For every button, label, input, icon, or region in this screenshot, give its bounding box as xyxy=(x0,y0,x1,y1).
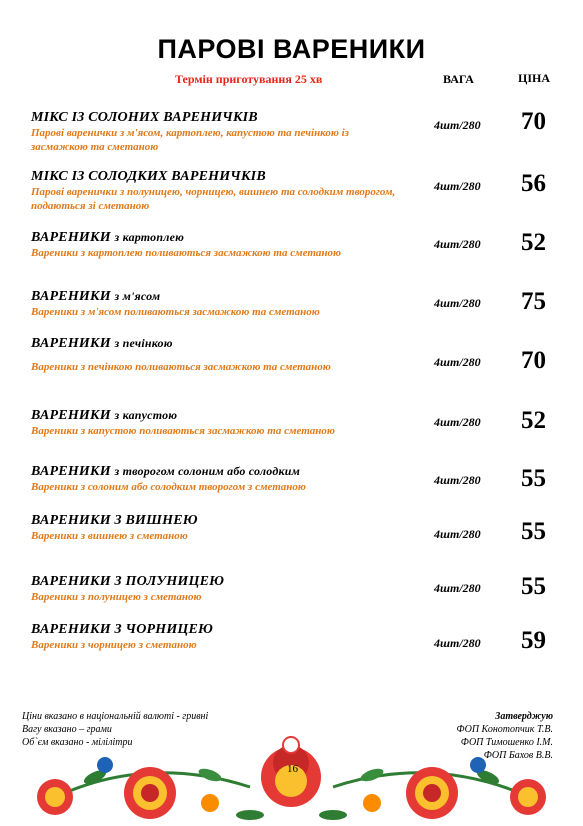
item-description: Парові варенички з полуницею, чорницею, вишнею та солодким творогом, подаються зі сметаною xyxy=(31,186,396,212)
menu-item xyxy=(31,229,571,260)
item-weight: 4шт/280 xyxy=(434,527,481,541)
item-weight: 4шт/280 xyxy=(434,179,481,193)
item-price: 70 xyxy=(521,347,546,374)
item-description: Вареники з м'ясом поливаються засмажкою та сметаною xyxy=(31,306,320,318)
item-price: 52 xyxy=(521,407,546,434)
item-description: Вареники з чорницею з сметаною xyxy=(31,639,197,651)
item-weight: 4шт/280 xyxy=(434,415,481,429)
page-title: ПАРОВІ ВАРЕНИКИ xyxy=(157,34,426,64)
item-weight: 4шт/280 xyxy=(434,636,481,650)
menu-item xyxy=(31,407,571,438)
approver: ФОП Тимошенко І.М. xyxy=(460,737,553,748)
item-name: ВАРЕНИКИ з печінкою xyxy=(31,336,173,351)
item-description: Вареники з капустою поливаються засмажкою та сметаною xyxy=(31,425,335,437)
item-name: ВАРЕНИКИ з творогом солоним або солодким xyxy=(31,464,301,479)
item-name: ВАРЕНИКИ з м'ясом xyxy=(31,289,161,304)
approver: ФОП Бахов В.В. xyxy=(483,750,553,761)
item-weight: 4шт/280 xyxy=(434,473,481,487)
item-price: 75 xyxy=(521,288,546,315)
item-weight: 4шт/280 xyxy=(434,355,481,369)
page-number: 16 xyxy=(287,763,298,775)
weight-note: Вагу вказано – грами xyxy=(22,724,112,735)
currency-note: Ціни вказано в національній валюті - гривні xyxy=(22,711,209,722)
item-price: 56 xyxy=(521,170,546,197)
item-description: Вареники з печінкою поливаються засмажкою та сметаною xyxy=(31,361,331,373)
item-description: Вареники з солоним або солодким творогом з сметаною xyxy=(31,481,306,493)
item-name: ВАРЕНИКИ З ПОЛУНИЦЕЮ xyxy=(31,574,225,589)
item-name: МІКС ІЗ СОЛОНИХ ВАРЕНИЧКІВ xyxy=(31,110,258,125)
footer-notes xyxy=(22,710,208,749)
item-price: 55 xyxy=(521,573,546,600)
item-price: 59 xyxy=(521,627,546,654)
item-name: МІКС ІЗ СОЛОДКИХ ВАРЕНИЧКІВ xyxy=(31,169,266,184)
item-name: ВАРЕНИКИ з картоплею xyxy=(31,230,185,245)
item-weight: 4шт/280 xyxy=(434,581,481,595)
menu-item xyxy=(31,335,571,374)
menu-item xyxy=(31,110,571,154)
item-price: 55 xyxy=(521,518,546,545)
menu-item xyxy=(31,574,571,604)
item-price: 70 xyxy=(521,108,546,135)
approval-block xyxy=(456,710,553,762)
item-weight: 4шт/280 xyxy=(434,296,481,310)
item-description: Парові варенички з м'ясом, картоплею, капустою та печінкою із засмажкою та сметаною xyxy=(31,127,349,153)
volume-note: Об`єм вказано - мілілітри xyxy=(22,737,133,748)
price-column-header: ЦІНА xyxy=(518,71,551,85)
item-price: 55 xyxy=(521,465,546,492)
item-description: Вареники з вишнею з сметаною xyxy=(31,530,188,542)
item-price: 52 xyxy=(521,229,546,256)
item-description: Вареники з полуницею з сметаною xyxy=(31,591,202,603)
item-name: ВАРЕНИКИ з капустою xyxy=(31,408,178,423)
weight-column-header: ВАГА xyxy=(443,72,474,86)
approver: ФОП Конотопчик Т.В. xyxy=(456,724,553,735)
item-weight: 4шт/280 xyxy=(434,118,481,132)
menu-item xyxy=(31,513,571,543)
prep-time: Термін приготування 25 хв xyxy=(175,72,323,86)
item-description: Вареники з картоплею поливаються засмажкою та сметаною xyxy=(31,247,342,259)
menu-item xyxy=(31,169,571,213)
item-weight: 4шт/280 xyxy=(434,237,481,251)
approval-heading: Затверджую xyxy=(495,711,553,722)
menu-item xyxy=(31,463,571,494)
menu-item xyxy=(31,622,571,652)
item-name: ВАРЕНИКИ З ВИШНЕЮ xyxy=(31,513,198,528)
item-name: ВАРЕНИКИ З ЧОРНИЦЕЮ xyxy=(31,622,214,637)
menu-item xyxy=(31,288,571,319)
